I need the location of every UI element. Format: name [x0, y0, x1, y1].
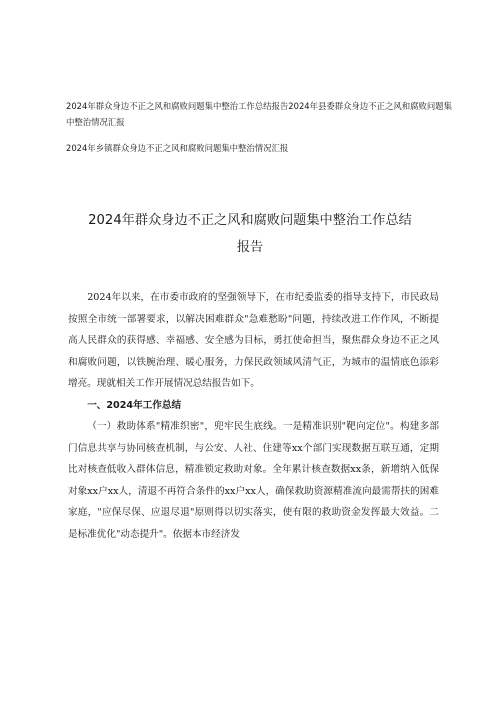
document-title [40, 207, 460, 261]
document-body [68, 287, 439, 545]
related-title-1[interactable]: 2024年群众身边不正之风和腐败问题集中整治工作总结报告2024年县委群众身边不正之风和腐败问题集中整治情况汇报 [66, 101, 452, 127]
related-titles-list [66, 98, 456, 156]
document-title-line-1: 2024年群众身边不正之风和腐败问题集中整治工作总结 [88, 213, 412, 228]
section-heading: 一、2024年工作总结 [87, 399, 182, 411]
intro-paragraph: 2024年以来，在市委市政府的坚强领导下，在市纪委监委的指导支持下，市民政局按照全市统一部署要求，以解决困难群众"急难愁盼"问题，持续改进工作作风，不断提高人民群众的获得感、幸福感、安全感为目标，勇扛使命担当，聚焦群众身边不正之风和腐败问题，以铁腕治理、暖心服务，力保民政领域风清气正，为城市的温情底色添彩增亮。现就相关工作开展情况总结报告如下。 [68, 292, 439, 389]
section-paragraph: （一）救助体系"精准织密"，兜牢民生底线。一是精准识别"靶向定位"。构建多部门信息共享与协同核查机制，与公安、人社、住建等xx个部门实现数据互联互通，定期比对核查低收入群体信息，精准锁定救助对象。全年累计核查数据xx条，新增纳入低保对象xx户xx人，清退不再符合条件的xx户xx人，确保救助资源精准流向最需帮扶的困难家庭，"应保尽保、应退尽退"原则得以切实落实，使有限的救助资金发挥最大效益。二是标准优化"动态提升"。依据本市经济发 [68, 421, 439, 540]
document-title-line-2: 报告 [236, 240, 264, 255]
related-title-2[interactable]: 2024年乡镇群众身边不正之风和腐败问题集中整治情况汇报 [66, 143, 289, 153]
